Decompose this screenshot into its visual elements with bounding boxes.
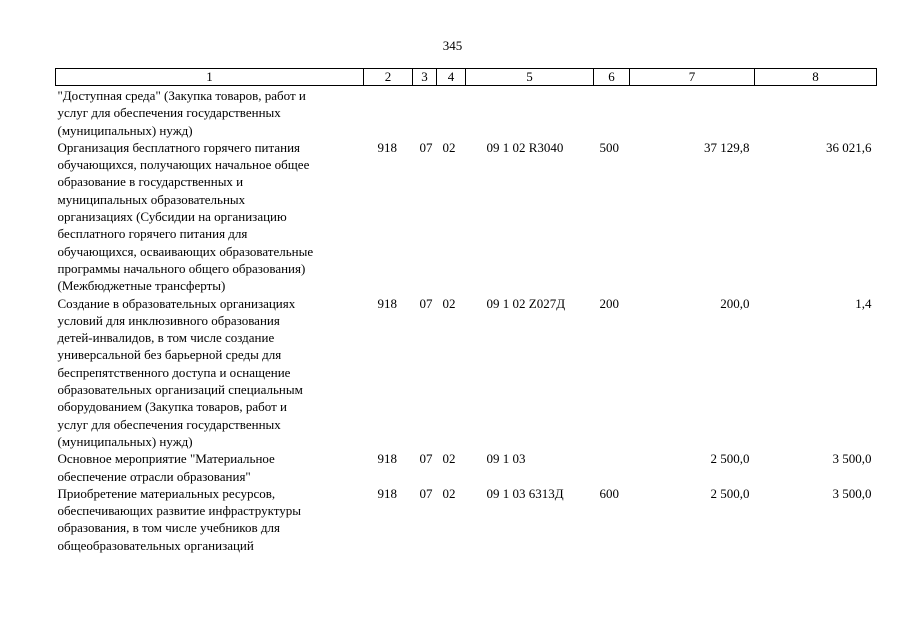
cell-expense-type <box>594 86 630 139</box>
cell-amount-col8: 1,4 <box>855 295 872 311</box>
description-line: обучающихся, получающих начальное общее <box>57 157 310 173</box>
description-line: Основное мероприятие "Материальное <box>57 451 275 467</box>
cell-amount-col7: 2 500,0 <box>710 451 750 467</box>
cell-subsection: 02 <box>442 139 456 155</box>
cell-expense-type: 200 <box>599 295 619 311</box>
cell-target-article <box>466 86 594 139</box>
description-line: организациях (Субсидии на организацию <box>57 209 287 225</box>
header-row <box>56 69 877 86</box>
cell-description <box>56 450 364 485</box>
cell-description <box>56 485 364 554</box>
cell-expense-type: 600 <box>599 485 619 501</box>
description-line: обеспечение отрасли образования" <box>57 468 251 484</box>
cell-target-article: 09 1 02 Z027Д <box>486 295 566 311</box>
cell-amount-col7: 37 129,8 <box>704 139 750 155</box>
description-line: универсальной без барьерной среды для <box>57 347 282 363</box>
cell-section: 07 <box>419 295 433 311</box>
description-line: "Доступная среда" (Закупка товаров, работ и <box>57 88 306 103</box>
cell-grbs: 918 <box>377 295 397 311</box>
cell-target-article: 09 1 03 <box>486 451 526 467</box>
table-row <box>56 485 877 554</box>
description-line: Приобретение материальных ресурсов, <box>57 485 276 501</box>
page-number: 345 <box>442 38 463 53</box>
description-line: образования, в том числе учебников для <box>57 520 280 536</box>
description-line: условий для инклюзивного образования <box>57 312 280 328</box>
description-line: услуг для обеспечения государственных <box>57 105 281 121</box>
header-col-2: 2 <box>364 69 413 86</box>
cell-expense-type <box>594 450 630 485</box>
table-row <box>56 295 877 451</box>
header-col-1: 1 <box>56 69 364 86</box>
cell-section: 07 <box>419 451 433 467</box>
cell-grbs: 918 <box>377 139 397 155</box>
description-line: Организация бесплатного горячего питания <box>57 139 301 155</box>
description-line: муниципальных образовательных <box>57 191 246 207</box>
description-line: обучающихся, осваивающих образовательные <box>57 243 314 259</box>
header-col-5: 5 <box>466 69 594 86</box>
description-line: образовательных организаций специальным <box>57 382 303 398</box>
cell-subsection: 02 <box>442 485 456 501</box>
description-line: обеспечивающих развитие инфраструктуры <box>57 503 301 519</box>
cell-amount-col7: 2 500,0 <box>710 485 750 501</box>
description-line: беспрепятственного доступа и оснащение <box>57 364 291 380</box>
description-line: общеобразовательных организаций <box>57 537 254 553</box>
header-col-6: 6 <box>594 69 630 86</box>
header-col-7: 7 <box>630 69 755 86</box>
cell-expense-type: 500 <box>599 139 619 155</box>
cell-section <box>413 86 437 139</box>
cell-grbs <box>364 86 413 139</box>
header-col-3: 3 <box>413 69 437 86</box>
cell-description <box>56 295 364 451</box>
cell-grbs: 918 <box>377 485 397 501</box>
cell-description <box>56 139 364 295</box>
header-col-8: 8 <box>755 69 877 86</box>
budget-table <box>55 68 877 554</box>
description-line: (муниципальных) нужд) <box>57 433 193 449</box>
description-line: Создание в образовательных организациях <box>57 295 296 311</box>
cell-section: 07 <box>419 485 433 501</box>
table-body <box>56 86 877 555</box>
cell-amount-col8: 36 021,6 <box>826 139 872 155</box>
cell-section: 07 <box>419 139 433 155</box>
table-header <box>56 69 877 86</box>
description-line: бесплатного горячего питания для <box>57 226 248 242</box>
description-line: (Межбюджетные трансферты) <box>57 278 226 294</box>
cell-target-article: 09 1 03 6313Д <box>486 485 564 501</box>
description-line: программы начального общего образования) <box>57 260 306 276</box>
cell-description <box>56 86 364 139</box>
cell-target-article: 09 1 02 R3040 <box>486 139 564 155</box>
cell-amount-col7: 200,0 <box>720 295 750 311</box>
description-line: образование в государственных и <box>57 174 244 190</box>
cell-amount-col8: 3 500,0 <box>832 451 872 467</box>
description-line: услуг для обеспечения государственных <box>57 416 281 432</box>
description-line: (муниципальных) нужд) <box>57 122 193 138</box>
table-row <box>56 86 877 139</box>
description-line: детей-инвалидов, в том числе создание <box>57 330 275 346</box>
table-row <box>56 139 877 295</box>
table-row <box>56 450 877 485</box>
cell-amount-col8 <box>755 86 877 139</box>
cell-amount-col7 <box>630 86 755 139</box>
cell-subsection: 02 <box>442 451 456 467</box>
cell-subsection <box>437 86 466 139</box>
description-line: оборудованием (Закупка товаров, работ и <box>57 399 287 415</box>
cell-grbs: 918 <box>377 451 397 467</box>
header-col-4: 4 <box>437 69 466 86</box>
cell-amount-col8: 3 500,0 <box>832 485 872 501</box>
cell-subsection: 02 <box>442 295 456 311</box>
